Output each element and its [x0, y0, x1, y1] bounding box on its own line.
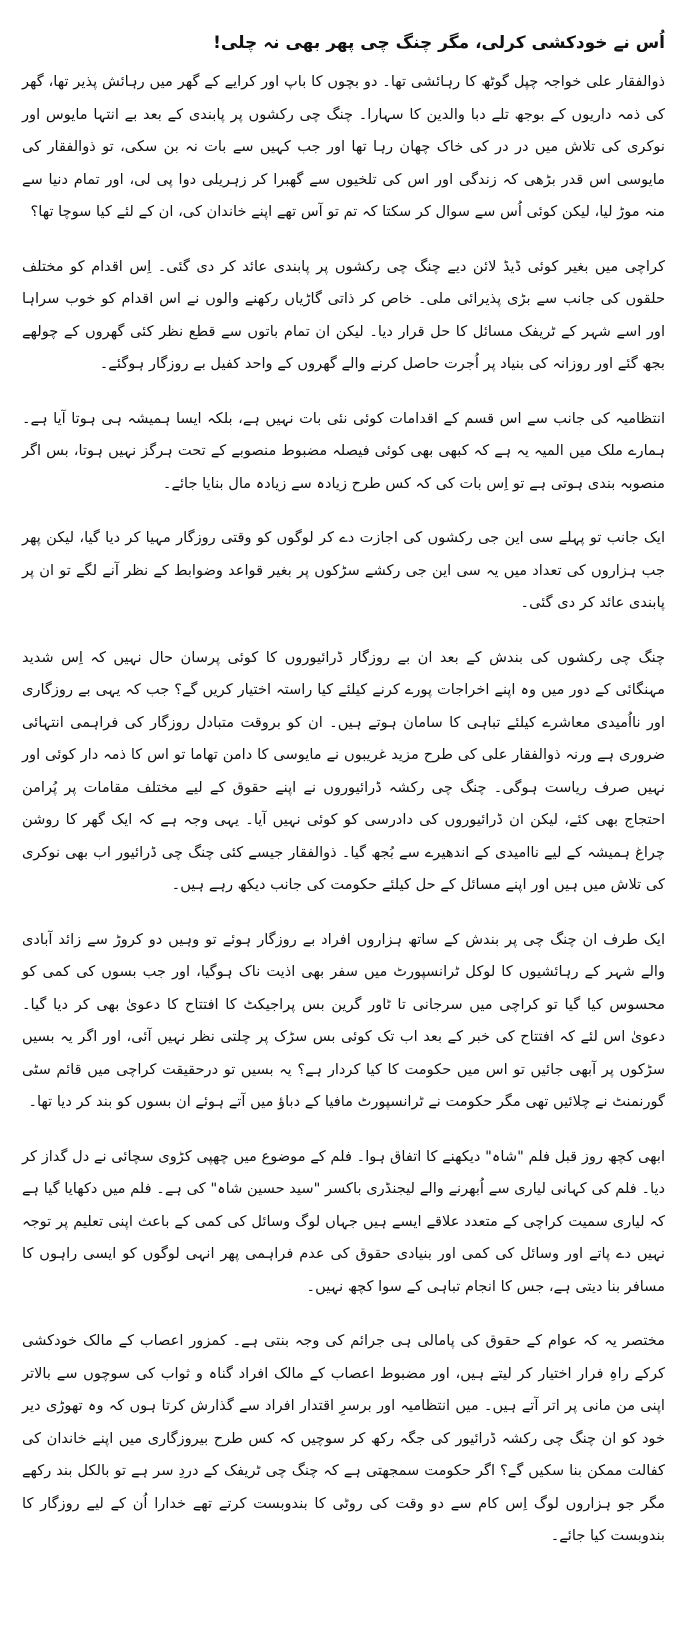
paragraph-8: مختصر یہ کہ عوام کے حقوق کی پامالی ہی جرائم کی وجہ بنتی ہے۔ کمزور اعصاب کے مالک خودکشی کرکے راہِ فرار اختیار کر لیتے ہیں، اور مضبوط اعصاب کے مالک افراد گناہ و ثواب کی سوچوں سے بالاتر اپنی من مانی پر اتر آتے ہیں۔ میں انتظامیہ اور برسرِ اقتدار افراد سے گذارش کرتا ہوں کہ وہ تھوڑی دیر خود کو ان چنگ چی رکشہ ڈرائیور کی جگہ رکھ کر سوچیں کہ کس طرح بیروزگاری میں اپنے خاندان کی کفالت ممکن بنا سکیں گے؟ اگر حکومت سمجھتی ہے کہ چنگ چی ٹریفک کے دردِ سر ہے تو بالکل بند رکھے مگر جو ہزاروں لوگ اِس کام سے دو وقت کی روٹی کا بندوبست کرتے تھے خدارا اُن کے لیے روزگار کا بندوبست کیا جائے۔ [22, 1332, 665, 1544]
paragraph-1: ذوالفقار علی خواجہ چپل گوٹھ کا رہائشی تھا۔ دو بچوں کا باپ اور کرایے کے گھر میں رہائش پذیر تھا، گھر کی ذمہ داریوں کے بوجھ تلے دبا والدین کا سہارا۔ چنگ چی رکشوں پر پابندی کے بعد بے انتہا مایوس اور نوکری کی تلاش میں در در کی خاک چھان رہا تھا اور جب کہیں سے بات نہ بن سکی، تو ذوالفقار کی مایوسی اس قدر بڑھی کہ زندگی اور اس کی تلخیوں سے گھبرا کر زہریلی دوا پی لی، اور تمام دنیا سے منہ موڑ لیا، لیکن کوئی اُس سے سوال کر سکتا کہ تم تو آس تھے اپنے خاندان کی، ان کے لئے کیا سوچا تھا؟ [22, 73, 665, 220]
paragraph-6: ایک طرف ان چنگ چی پر بندش کے ساتھ ہزاروں افراد بے روزگار ہوئے تو وہیں دو کروڑ سے زائد آبادی والے شہر کے رہائشیوں کا لوکل ٹرانسپورٹ میں سفر بھی اذیت ناک ہوگیا، اور جب بسوں کی کمی کو محسوس کیا گیا تو کراچی میں سرجانی تا ٹاور گرین بس پراجیکٹ کا افتتاح کا دعویٰ بھی کر دیا گیا۔ دعویٰ اس لئے کہ افتتاح کی خبر کے بعد اب تک کوئی بس سڑک پر چلتی نظر نہیں آئی، اور اگر یہ بسیں سڑکوں پر آبھی جائیں تو اس میں حکومت کا کیا کردار ہے؟ یہ بسیں تو درحقیقت کراچی میں قائم سٹی گورنمنٹ نے چلائیں تھی مگر حکومت نے ٹرانسپورٹ مافیا کے دباؤ میں آتے ہوئے ان بسوں کو بند کر دیا تھا۔ [22, 930, 665, 1110]
paragraph-4: ایک جانب تو پہلے سی این جی رکشوں کی اجازت دے کر لوگوں کو وقتی روزگار مہیا کر دیا گیا، لیکن پھر جب ہزاروں کی تعداد میں یہ سی این جی رکشے سڑکوں پر بغیر قواعد وضوابط کے نظر آنے لگے تو ان پر پابندی عائد کر دی گئی۔ [22, 529, 665, 611]
paragraph-5: چنگ چی رکشوں کی بندش کے بعد ان بے روزگار ڈرائیوروں کا کوئی پرسان حال نہیں کہ اِس شدید مہنگائی کے دور میں وہ اپنے اخراجات پورے کرنے کیلئے کیا راستہ اختیار کریں گے؟ جب کہ یہی بے روزگاری اور نااُمیدی معاشرے کیلئے تباہی کا سامان ہوتے ہیں۔ ان کو بروقت متبادل روزگار کی فراہمی انتہائی ضروری ہے ورنہ ذوالفقار علی کی طرح مزید غریبوں نے مایوسی کا دامن تھاما تو اس کا ذمہ دار کوئی اور نہیں صرف ریاست ہوگی۔ چنگ چی رکشہ ڈرائیوروں نے اپنے حقوق کے لیے مختلف مقامات پر پُرامن احتجاج بھی کئے، لیکن ان ڈرائیوروں کی دادرسی کو کوئی نہیں آیا۔ یہی وجہ ہے کہ ایک گھر کا روشن چراغ ہمیشہ کے لیے ناامیدی کے اندھیرے سے بُجھ گیا۔ ذوالفقار جیسے کئی چنگ چی ڈرائیور اب بھی نوکری کی تلاش میں ہیں اور اپنے مسائل کے حل کیلئے حکومت کی جانب دیکھ رہے ہیں۔ [22, 648, 665, 893]
paragraph-3: انتظامیہ کی جانب سے اس قسم کے اقدامات کوئی نئی بات نہیں ہے، بلکہ ایسا ہمیشہ ہی ہوتا آیا ہے۔ ہمارے ملک میں المیہ یہ ہے کہ کبھی بھی کوئی فیصلہ مضبوط منصوبے کے تحت ہرگز نہیں ہوتا، بس اگر منصوبہ بندی ہوتی ہے تو اِس بات کی کہ کس طرح زیادہ سے زیادہ مال بنایا جائے۔ [22, 409, 665, 492]
article-headline: اُس نے خودکشی کرلی، مگر چنگ چی پھر بھی نہ چلی! [213, 33, 665, 53]
paragraph-7: ابھی کچھ روز قبل فلم "شاہ" دیکھنے کا اتفاق ہوا۔ فلم کے موضوع میں چھپی کڑوی سچائی نے دل گداز کر دیا۔ فلم کی کہانی لیاری سے اُبھرنے والے لیجنڈری باکسر "سید حسین شاہ" کی ہے۔ فلم میں دکھایا گیا ہے کہ لیاری سمیت کراچی کے متعدد علاقے ایسے ہیں جہاں لوگ وسائل کی کمی کے باعث اپنی تعلیم پر توجہ نہیں دے پاتے اور وسائل کی کمی اور بنیادی حقوق کی عدم فراہمی پھر انہی لوگوں کو ایسی راہوں کا مسافر بنا دیتی ہے، جس کا انجام تباہی کے سوا کچھ نہیں۔ [22, 1147, 665, 1295]
paragraph-2: کراچی میں بغیر کوئی ڈیڈ لائن دیے چنگ چی رکشوں پر پابندی عائد کر دی گئی۔ اِس اقدام کو مختلف حلقوں کی جانب سے بڑی پذیرائی ملی۔ خاص کر ذاتی گاڑیاں رکھنے والوں نے اس اقدام کو خوب سراہا اور اسے شہر کے ٹریفک مسائل کا حل قرار دیا۔ لیکن ان تمام باتوں سے قطع نظر کئی گھروں کے چولھے بجھ گئے اور روزانہ کی بنیاد پر اُجرت حاصل کرنے والے گھروں کے واحد کفیل بے روزگار ہوگئے۔ [22, 257, 665, 372]
